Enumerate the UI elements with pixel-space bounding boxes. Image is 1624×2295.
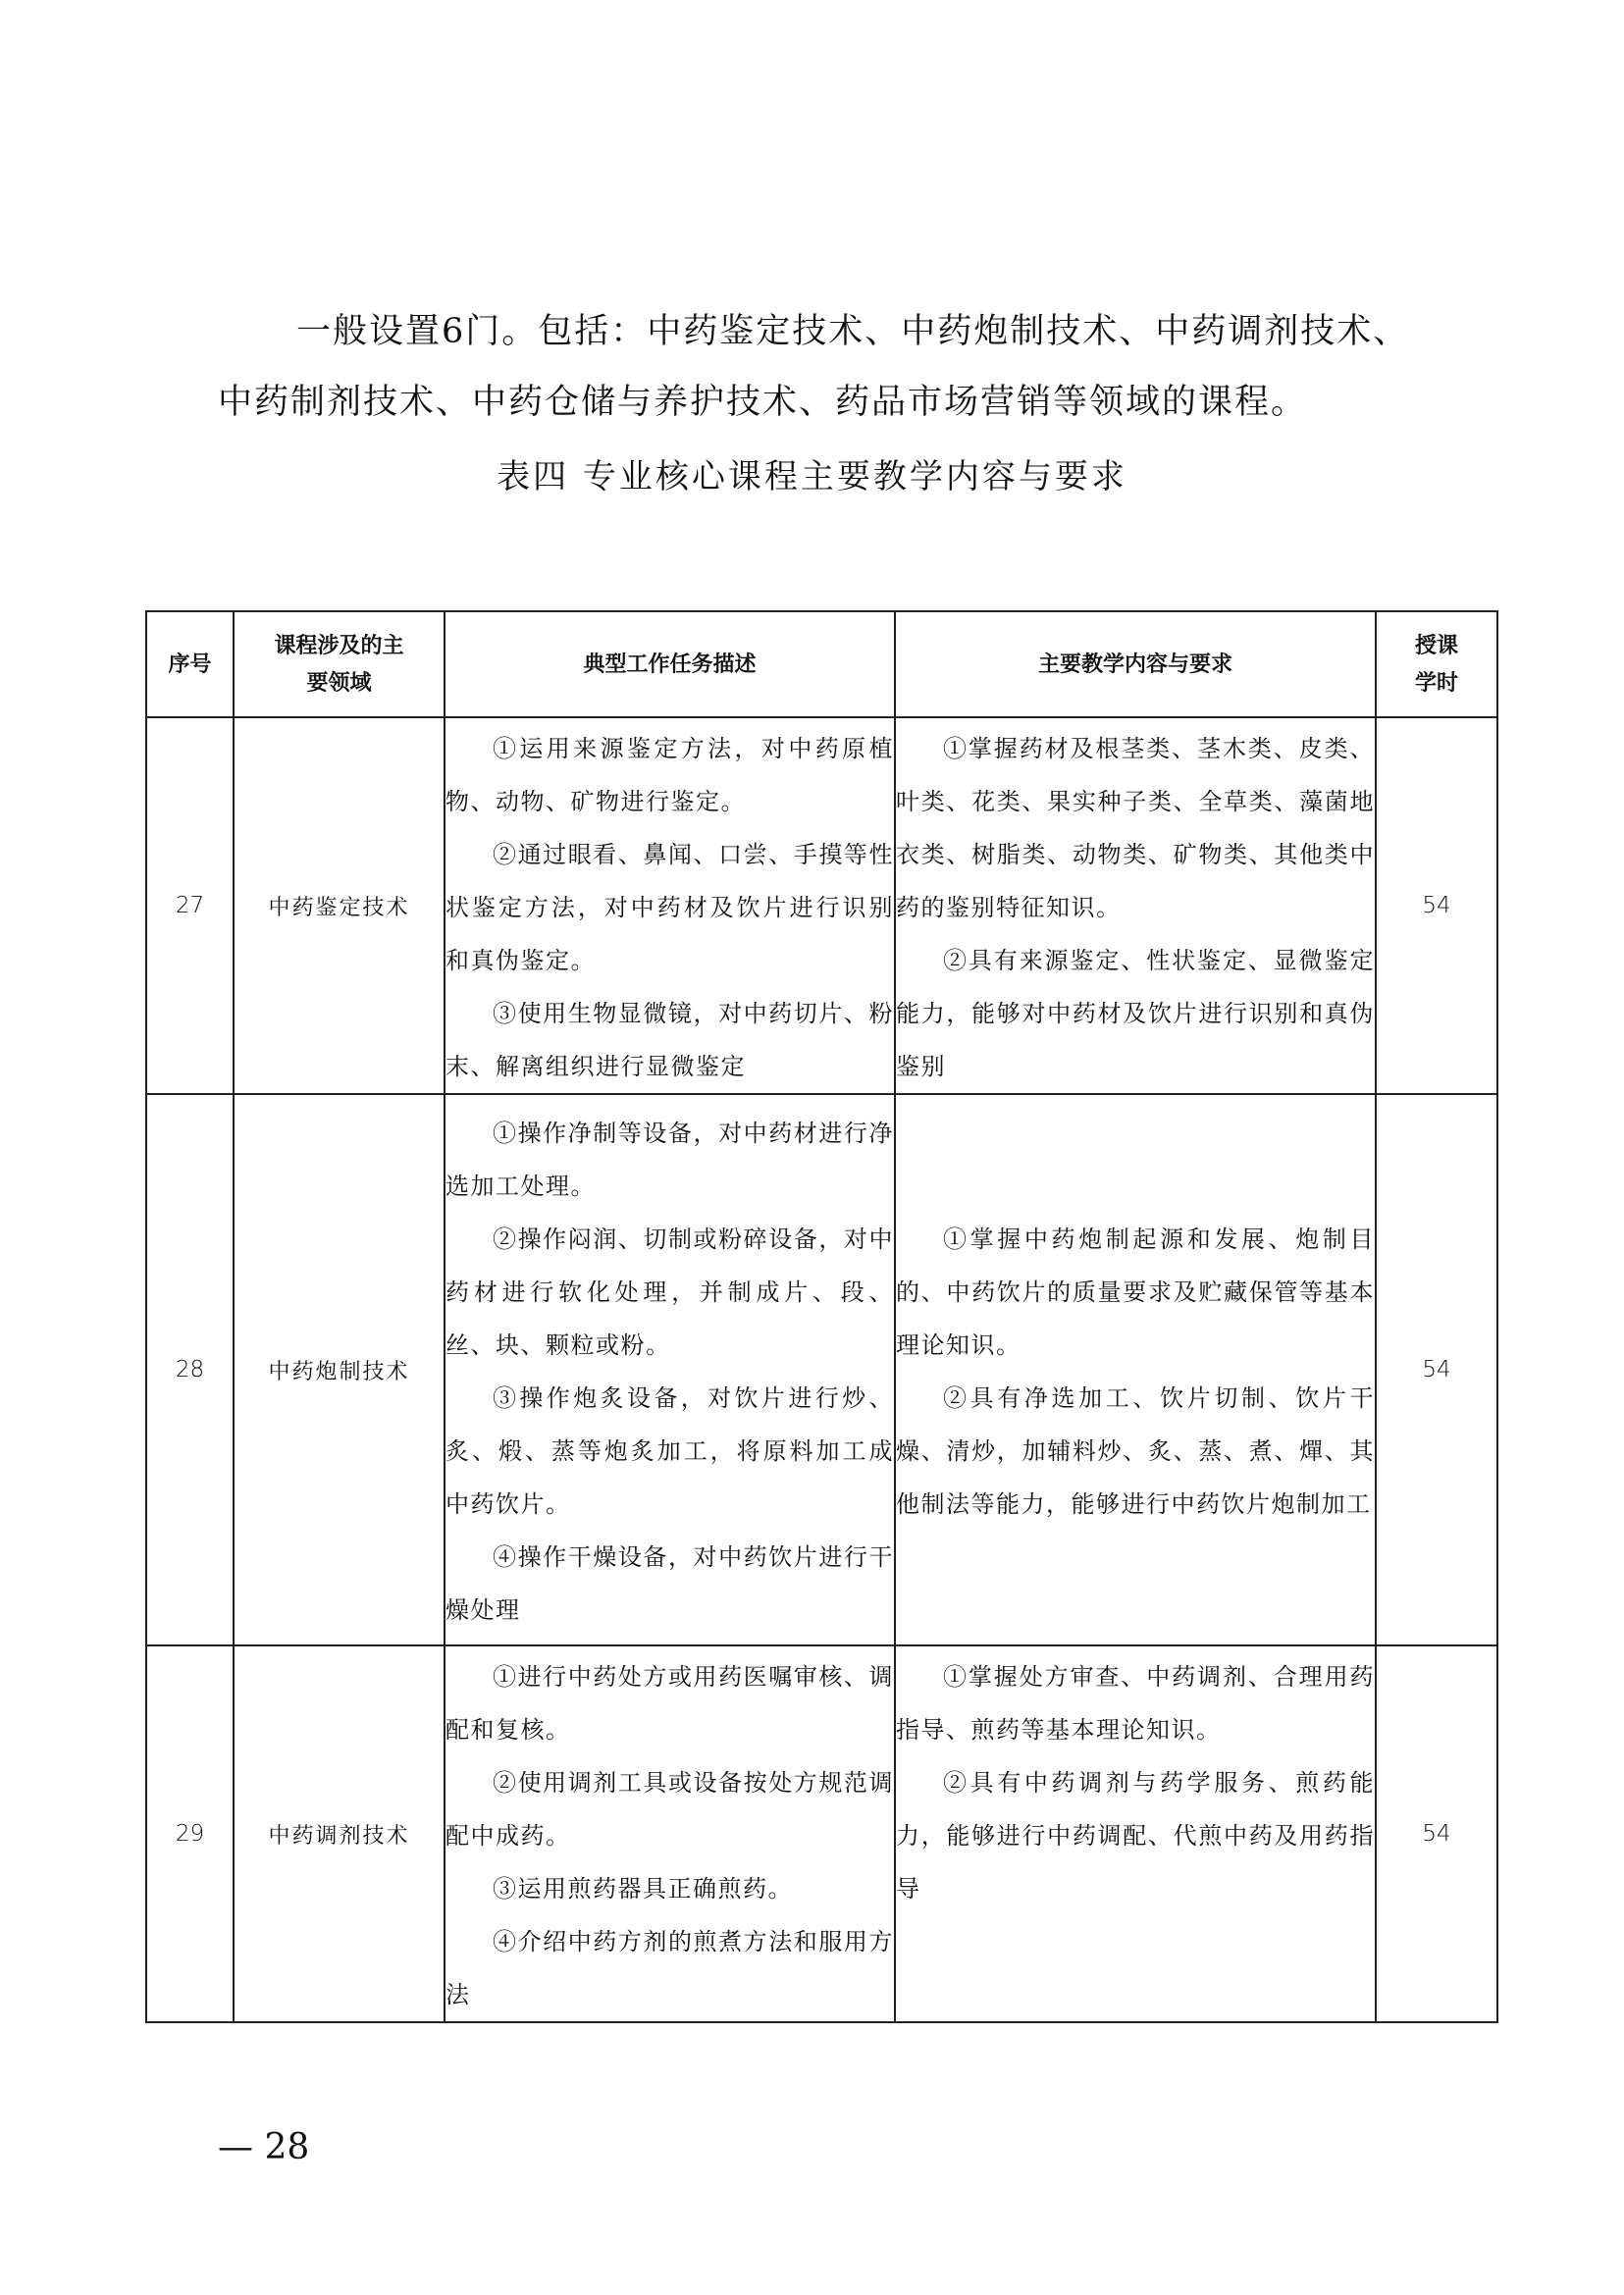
- content-item: ①掌握药材及根茎类、茎木类、皮类、叶类、花类、果实种子类、全草类、藻菌地衣类、树脂类、动物类、矿物类、其他类中药的鉴别特征知识。: [896, 735, 1375, 921]
- content-item: ①掌握中药炮制起源和发展、炮制目的、中药饮片的质量要求及贮藏保管等基本理论知识。: [896, 1226, 1375, 1359]
- header-hours: [1376, 611, 1497, 717]
- task-item: ③使用生物显微镜，对中药切片、粉末、解离组织进行显微鉴定: [445, 1000, 894, 1080]
- intro-line-2: 中药制剂技术、中药仓储与养护技术、药品市场营销等领域的课程。: [218, 383, 1308, 422]
- row-content: [895, 717, 1376, 1094]
- intro-paragraph: [218, 296, 1454, 438]
- task-item: ③运用煎药器具正确煎药。: [493, 1875, 793, 1903]
- header-area-line-1: 课程涉及的主: [274, 633, 404, 658]
- row-hours: 54: [1376, 1645, 1497, 2022]
- header-task: 典型工作任务描述: [445, 611, 895, 717]
- task-item: ①操作净制等设备，对中药材进行净选加工处理。: [445, 1120, 894, 1200]
- header-content: 主要教学内容与要求: [895, 611, 1376, 717]
- header-hours-line-1: 授课: [1414, 633, 1458, 658]
- table-row: [146, 1645, 1497, 2022]
- page-number: — 28: [218, 2127, 310, 2167]
- task-item: ②使用调剂工具或设备按处方规范调配中成药。: [445, 1769, 894, 1850]
- row-seq: 29: [146, 1645, 234, 2022]
- header-seq: 序号: [146, 611, 234, 717]
- content-item: ①掌握处方审查、中药调剂、合理用药指导、煎药等基本理论知识。: [896, 1663, 1375, 1744]
- row-seq: 28: [146, 1094, 234, 1645]
- task-item: ③操作炮炙设备，对饮片进行炒、炙、煅、蒸等炮炙加工，将原料加工成中药饮片。: [445, 1384, 894, 1518]
- header-hours-line-2: 学时: [1414, 670, 1458, 696]
- task-item: ④介绍中药方剂的煎煮方法和服用方法: [445, 1928, 894, 2008]
- row-seq: 27: [146, 717, 234, 1094]
- header-area-line-2: 要领域: [306, 670, 372, 696]
- content-item: ②具有来源鉴定、性状鉴定、显微鉴定能力，能够对中药材及饮片进行识别和真伪鉴别: [896, 947, 1375, 1080]
- row-area: 中药鉴定技术: [234, 717, 445, 1094]
- row-area: 中药调剂技术: [234, 1645, 445, 2022]
- task-item: ④操作干燥设备，对中药饮片进行干燥处理: [445, 1543, 894, 1624]
- row-area: 中药炮制技术: [234, 1094, 445, 1645]
- content-item: ②具有中药调剂与药学服务、煎药能力，能够进行中药调配、代煎中药及用药指导: [896, 1769, 1375, 1903]
- row-tasks: [445, 1645, 895, 2022]
- table-caption: 表四 专业核心课程主要教学内容与要求: [497, 457, 1127, 496]
- intro-line-1: 一般设置6门。包括：中药鉴定技术、中药炮制技术、中药调剂技术、: [296, 312, 1410, 351]
- row-tasks: [445, 717, 895, 1094]
- header-area: [234, 611, 445, 717]
- task-item: ①运用来源鉴定方法，对中药原植物、动物、矿物进行鉴定。: [445, 735, 894, 815]
- task-item: ①进行中药处方或用药医嘱审核、调配和复核。: [445, 1663, 894, 1744]
- table-row: [146, 717, 1497, 1094]
- core-course-table: [145, 610, 1498, 2023]
- content-item: ②具有净选加工、饮片切制、饮片干燥、清炒，加辅料炒、炙、蒸、煮、燀、其他制法等能力，能够进行中药饮片炮制加工: [896, 1384, 1375, 1518]
- row-content: [895, 1645, 1376, 2022]
- task-item: ②通过眼看、鼻闻、口尝、手摸等性状鉴定方法，对中药材及饮片进行识别和真伪鉴定。: [445, 841, 894, 974]
- row-content: [895, 1094, 1376, 1645]
- row-hours: 54: [1376, 1094, 1497, 1645]
- row-tasks: [445, 1094, 895, 1645]
- table-header-row: [146, 611, 1497, 717]
- table-row: [146, 1094, 1497, 1645]
- task-item: ②操作闷润、切制或粉碎设备，对中药材进行软化处理，并制成片、段、丝、块、颗粒或粉。: [445, 1226, 894, 1359]
- row-hours: 54: [1376, 717, 1497, 1094]
